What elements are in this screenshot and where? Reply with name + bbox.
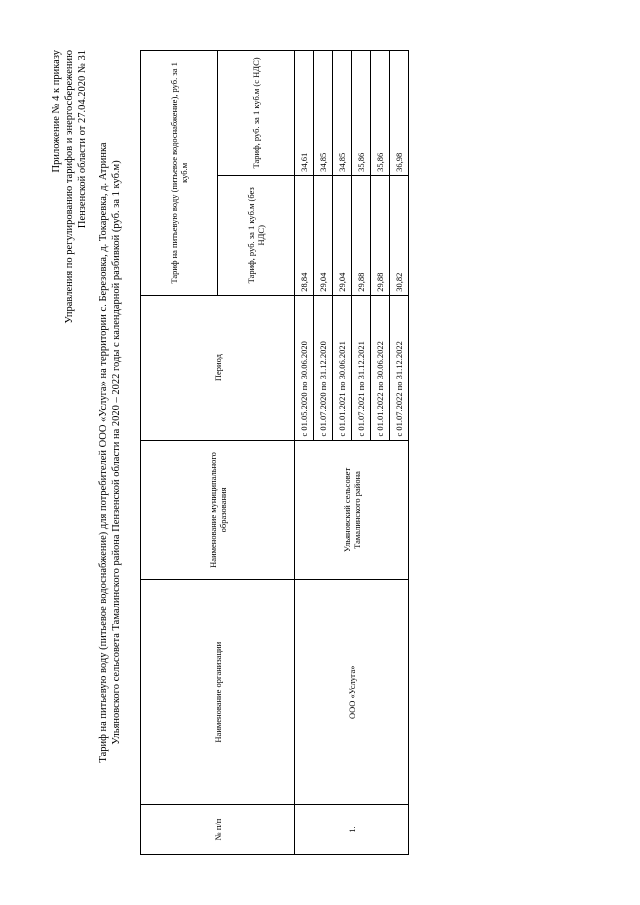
heading-line-2: Ульяновского сельсовета Тамалинского района Пензенской области на 2020 – 2022 годы с календарной разбивкой (руб. за 1 куб.м) — [111, 160, 122, 745]
cell-period: с 01.05.2020 по 30.06.2020 — [295, 295, 314, 440]
cell-tariff-without-vat: 29,88 — [352, 175, 371, 295]
cell-tariff-with-vat: 34,61 — [295, 51, 314, 176]
cell-organization: ООО «Услуга» — [295, 580, 409, 805]
cell-tariff-with-vat: 34,85 — [314, 51, 333, 176]
appendix-line-3: Пензенской области от 27.04.2020 № 31 — [77, 50, 88, 229]
header-with-vat: Тариф, руб. за 1 куб.м (с НДС) — [218, 51, 295, 176]
cell-tariff-without-vat: 29,04 — [314, 175, 333, 295]
header-without-vat: Тариф, руб. за 1 куб.м (без НДС) — [218, 175, 295, 295]
cell-tariff-with-vat: 35,86 — [352, 51, 371, 176]
appendix-note — [50, 50, 89, 324]
document-heading — [97, 50, 123, 855]
cell-tariff-with-vat: 36,98 — [390, 51, 409, 176]
cell-period: с 01.01.2021 по 30.06.2021 — [333, 295, 352, 440]
cell-tariff-with-vat: 35,86 — [371, 51, 390, 176]
cell-tariff-without-vat: 30,82 — [390, 175, 409, 295]
cell-period: с 01.01.2022 по 30.06.2022 — [371, 295, 390, 440]
header-num: № п/п — [141, 805, 295, 855]
header-period: Период — [141, 295, 295, 440]
table-row — [295, 51, 314, 855]
cell-tariff-without-vat: 29,88 — [371, 175, 390, 295]
header-municipality: Наименование муниципального образования — [141, 440, 295, 580]
cell-tariff-with-vat: 34,85 — [333, 51, 352, 176]
rotated-page — [50, 50, 404, 855]
appendix-line-2: Управления по регулированию тарифов и энергосбережению — [64, 50, 75, 324]
appendix-line-1: Приложение № 4 к приказу — [51, 50, 62, 173]
cell-municipality: Ульяновский сельсовет Тамалинского района — [295, 440, 409, 580]
cell-tariff-without-vat: 28,84 — [295, 175, 314, 295]
header-tariff-group: Тариф на питьевую воду (питьевое водоснабжение), руб. за 1 куб.м — [141, 51, 218, 296]
tariff-table — [140, 50, 409, 855]
cell-period: с 01.07.2020 по 31.12.2020 — [314, 295, 333, 440]
heading-line-1: Тариф на питьевую воду (питьевое водоснабжение) для потребителей ООО «Услуга» на территории с. Березовка, д. Токаревка, д. Атринка — [98, 142, 109, 763]
cell-num: 1. — [295, 805, 409, 855]
cell-tariff-without-vat: 29,04 — [333, 175, 352, 295]
cell-period: с 01.07.2021 по 31.12.2021 — [352, 295, 371, 440]
header-organization: Наименование организации — [141, 580, 295, 805]
cell-period: с 01.07.2022 по 31.12.2022 — [390, 295, 409, 440]
